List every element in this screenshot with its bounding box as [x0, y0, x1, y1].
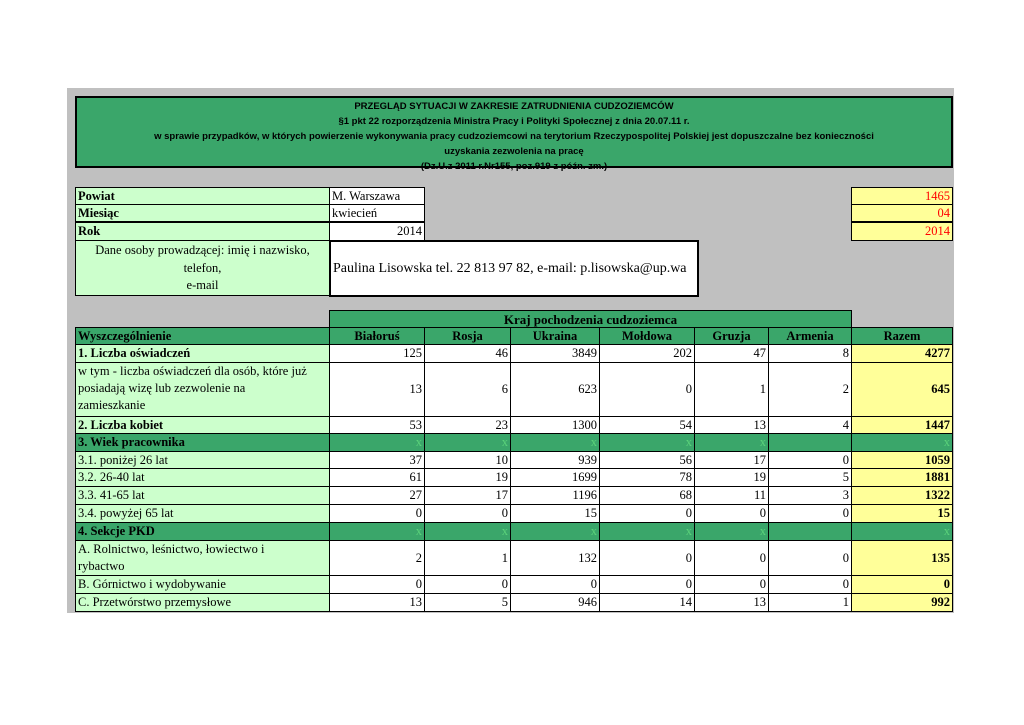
data-cell[interactable]: 946: [510, 593, 600, 612]
contact-person-value[interactable]: Paulina Lisowska tel. 22 813 97 82, e-mail: p.lisowska@up.wa: [329, 240, 699, 297]
data-cell[interactable]: 53: [329, 416, 425, 434]
column-header-country: Ukraina: [510, 327, 600, 345]
row-label: B. Górnictwo i wydobywanie: [75, 575, 330, 594]
data-cell[interactable]: x: [329, 522, 425, 541]
data-cell[interactable]: 17: [424, 486, 511, 505]
row-label-line: w tym - liczba oświadczeń dla osób, które już: [78, 364, 307, 378]
data-cell[interactable]: 3: [768, 486, 852, 505]
data-cell[interactable]: 132: [510, 540, 600, 576]
column-header-total: Razem: [851, 327, 953, 345]
contact-label-line3: e-mail: [186, 278, 219, 292]
data-cell[interactable]: 202: [599, 344, 695, 363]
data-cell[interactable]: 1300: [510, 416, 600, 434]
code-miesiac: 04: [851, 204, 953, 222]
powiat-value[interactable]: M. Warszawa: [329, 187, 425, 205]
powiat-label: Powiat: [75, 187, 330, 205]
data-cell[interactable]: 0: [424, 575, 511, 594]
data-cell[interactable]: 13: [329, 593, 425, 612]
data-cell[interactable]: x: [329, 433, 425, 452]
row-label: [75, 540, 330, 576]
data-cell[interactable]: 0: [694, 540, 769, 576]
data-cell[interactable]: x: [510, 522, 600, 541]
data-cell[interactable]: x: [599, 522, 695, 541]
total-cell: x: [851, 522, 953, 541]
column-header-country: Białoruś: [329, 327, 425, 345]
data-cell[interactable]: 19: [694, 468, 769, 487]
data-cell[interactable]: 2: [329, 540, 425, 576]
data-cell[interactable]: 2: [768, 362, 852, 417]
column-header-label: Wyszczególnienie: [75, 327, 330, 345]
column-header-country: Gruzja: [694, 327, 769, 345]
column-header-country: Mołdowa: [599, 327, 695, 345]
data-cell[interactable]: 19: [424, 468, 511, 487]
data-cell[interactable]: 0: [329, 504, 425, 523]
data-cell[interactable]: 939: [510, 451, 600, 469]
data-cell[interactable]: 0: [510, 575, 600, 594]
data-cell[interactable]: 13: [694, 416, 769, 434]
column-header-country: Rosja: [424, 327, 511, 345]
data-cell[interactable]: 5: [424, 593, 511, 612]
row-label: 3.4. powyżej 65 lat: [75, 504, 330, 523]
data-cell[interactable]: 0: [768, 451, 852, 469]
data-cell[interactable]: 125: [329, 344, 425, 363]
data-cell[interactable]: 5: [768, 468, 852, 487]
row-label: 3.2. 26-40 lat: [75, 468, 330, 487]
row-label: C. Przetwórstwo przemysłowe: [75, 593, 330, 612]
total-cell: 1881: [851, 468, 953, 487]
data-cell[interactable]: 6: [424, 362, 511, 417]
total-cell: 135: [851, 540, 953, 576]
data-cell[interactable]: 0: [768, 540, 852, 576]
data-cell[interactable]: 17: [694, 451, 769, 469]
rok-label: Rok: [75, 222, 330, 241]
data-cell[interactable]: [768, 522, 852, 541]
data-cell[interactable]: 3849: [510, 344, 600, 363]
data-cell[interactable]: 1: [694, 362, 769, 417]
data-cell[interactable]: 11: [694, 486, 769, 505]
data-cell[interactable]: 10: [424, 451, 511, 469]
data-cell[interactable]: 78: [599, 468, 695, 487]
total-cell: 4277: [851, 344, 953, 363]
row-label-line: posiadają wizę lub zezwolenie na: [78, 381, 246, 395]
data-cell[interactable]: x: [510, 433, 600, 452]
header-subject-line-2: uzyskania zezwolenia na pracę: [444, 146, 584, 157]
miesiac-label: Miesiąc: [75, 204, 330, 222]
data-cell[interactable]: 15: [510, 504, 600, 523]
data-cell[interactable]: 23: [424, 416, 511, 434]
rok-value[interactable]: 2014: [329, 222, 425, 241]
data-cell[interactable]: 61: [329, 468, 425, 487]
data-cell[interactable]: 4: [768, 416, 852, 434]
data-cell[interactable]: 27: [329, 486, 425, 505]
data-cell[interactable]: 56: [599, 451, 695, 469]
contact-person-label: [75, 240, 330, 296]
code-rok: 2014: [851, 222, 953, 241]
total-cell: 15: [851, 504, 953, 523]
total-cell: 645: [851, 362, 953, 417]
code-powiat: 1465: [851, 187, 953, 205]
data-cell[interactable]: 1699: [510, 468, 600, 487]
data-cell[interactable]: 1: [768, 593, 852, 612]
row-label: 4. Sekcje PKD: [75, 522, 330, 541]
row-label-line: zamieszkanie: [78, 398, 146, 412]
miesiac-value[interactable]: kwiecień: [329, 204, 425, 222]
data-cell[interactable]: 13: [694, 593, 769, 612]
row-label: 3.1. poniżej 26 lat: [75, 451, 330, 469]
total-cell: 1447: [851, 416, 953, 434]
data-cell[interactable]: 0: [768, 504, 852, 523]
row-label: 2. Liczba kobiet: [75, 416, 330, 434]
country-group-header: Kraj pochodzenia cudzoziemca: [329, 310, 852, 328]
total-cell: 1059: [851, 451, 953, 469]
column-header-country: Armenia: [768, 327, 852, 345]
row-label: 3. Wiek pracownika: [75, 433, 330, 452]
data-cell[interactable]: 0: [599, 362, 695, 417]
data-cell[interactable]: 54: [599, 416, 695, 434]
header-journal-ref: (Dz.U.z 2011 r.Nr155, poz.919 z późn. zm.): [420, 161, 608, 172]
contact-label-line2: telefon,: [183, 260, 222, 275]
data-cell[interactable]: 1196: [510, 486, 600, 505]
data-cell[interactable]: 8: [768, 344, 852, 363]
contact-label-line1: Dane osoby prowadzącej: imię i nazwisko,: [95, 243, 310, 257]
row-label-line: rybactwo: [78, 559, 125, 573]
data-cell[interactable]: x: [424, 522, 511, 541]
row-label: 1. Liczba oświadczeń: [75, 344, 330, 363]
data-cell[interactable]: 0: [694, 575, 769, 594]
data-cell[interactable]: 37: [329, 451, 425, 469]
data-cell[interactable]: 47: [694, 344, 769, 363]
data-cell[interactable]: 0: [599, 504, 695, 523]
header-subject-line: w sprawie przypadków, w których powierzenie wykonywania pracy cudzoziemcowi na terytorium Rzeczypospolitej Polskiej jest dopuszczalne bez konieczności: [154, 131, 874, 142]
data-cell[interactable]: x: [694, 522, 769, 541]
data-cell[interactable]: 0: [768, 575, 852, 594]
data-cell[interactable]: 0: [599, 575, 695, 594]
row-label-line: A. Rolnictwo, leśnictwo, łowiectwo i: [78, 542, 265, 556]
row-label: 3.3. 41-65 lat: [75, 486, 330, 505]
data-cell[interactable]: x: [599, 433, 695, 452]
data-cell[interactable]: 623: [510, 362, 600, 417]
total-cell: x: [851, 433, 953, 452]
total-cell: 992: [851, 593, 953, 612]
data-cell[interactable]: 0: [329, 575, 425, 594]
data-cell[interactable]: 0: [424, 504, 511, 523]
report-header: [75, 96, 953, 172]
data-cell[interactable]: 0: [599, 540, 695, 576]
data-cell[interactable]: [768, 433, 852, 452]
total-cell: 0: [851, 575, 953, 594]
data-cell[interactable]: 1: [424, 540, 511, 576]
data-cell[interactable]: 14: [599, 593, 695, 612]
data-cell[interactable]: x: [424, 433, 511, 452]
header-regulation: §1 pkt 22 rozporządzenia Ministra Pracy i Polityki Społecznej z dnia 20.07.11 r.: [338, 116, 690, 127]
data-cell[interactable]: 0: [694, 504, 769, 523]
total-cell: 1322: [851, 486, 953, 505]
data-cell[interactable]: 13: [329, 362, 425, 417]
data-cell[interactable]: x: [694, 433, 769, 452]
row-label: [75, 362, 330, 417]
data-cell[interactable]: 68: [599, 486, 695, 505]
data-cell[interactable]: 46: [424, 344, 511, 363]
header-title: PRZEGLĄD SYTUACJI W ZAKRESIE ZATRUDNIENIA CUDZOZIEMCÓW: [354, 101, 674, 112]
